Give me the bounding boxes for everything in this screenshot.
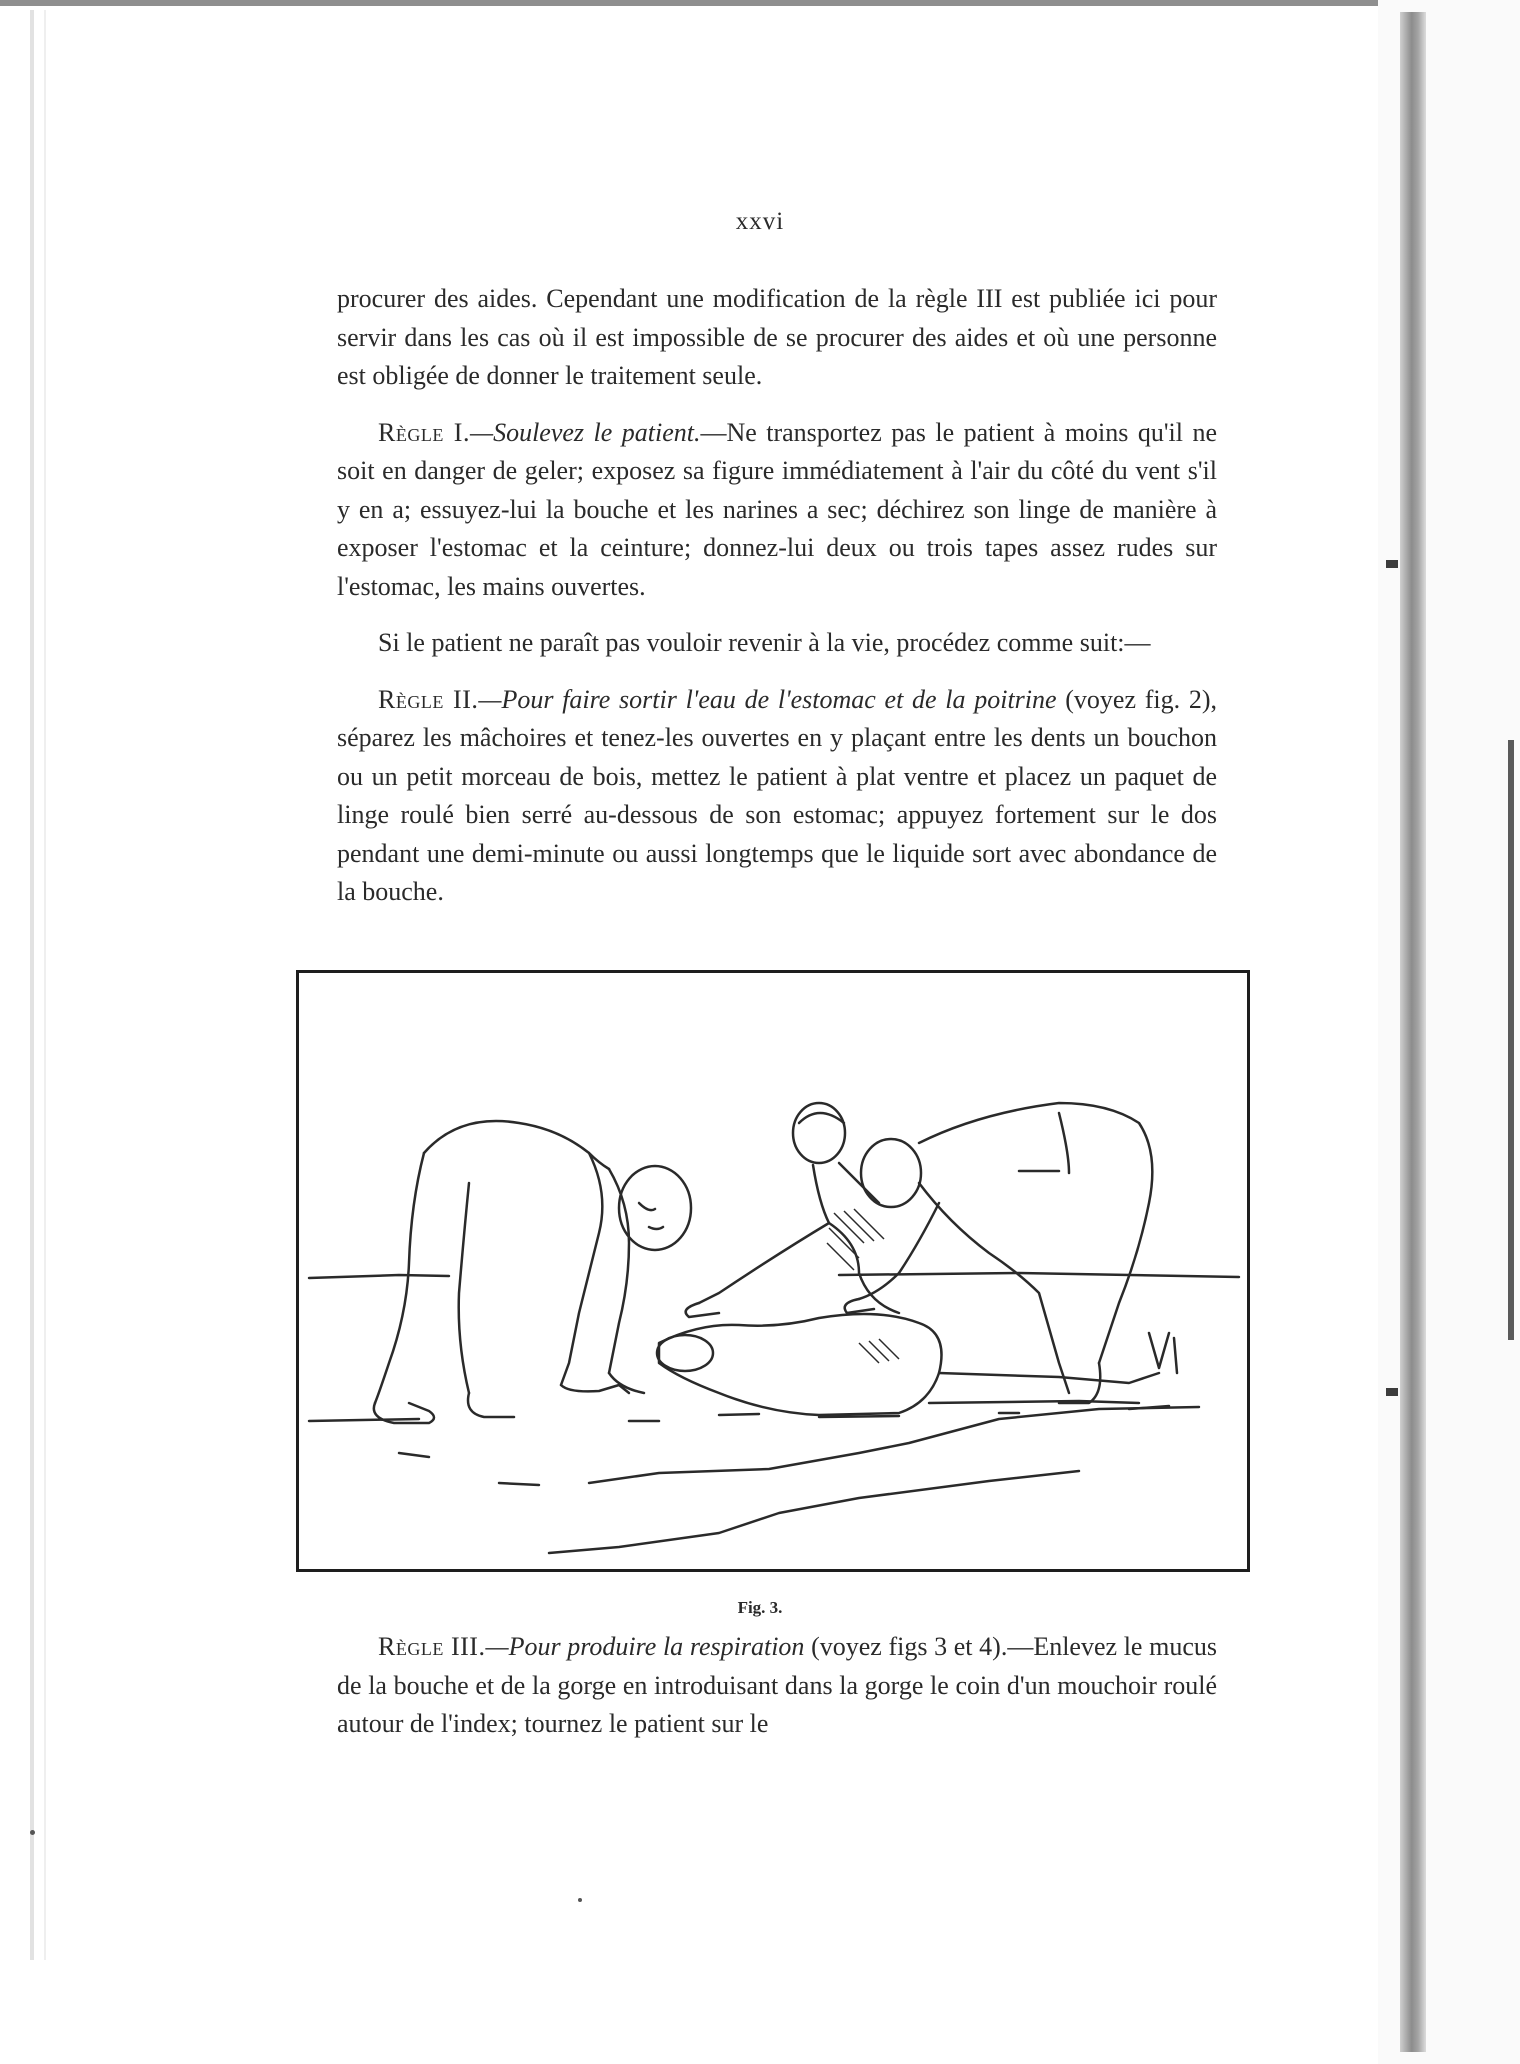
page-edge — [30, 10, 34, 1960]
next-page-edge — [1508, 740, 1514, 1340]
figure-outline — [375, 1153, 424, 1403]
patient-body — [659, 1314, 942, 1415]
book-spine — [1400, 12, 1426, 2052]
rule-text: (voyez figs 3 et 4).—Enlevez le mucus de la bouche et de la gorge en introduisant dans la gorge le coin d'un mouchoir roulé autour de l'index; tournez le patient sur le — [337, 1632, 1217, 1738]
text-block-upper — [337, 280, 1217, 912]
figure-arm — [699, 1223, 829, 1303]
ground-line — [399, 1453, 539, 1485]
figure-outline — [459, 1183, 469, 1393]
patient-legs — [929, 1401, 1139, 1403]
ground-line — [589, 1407, 1199, 1483]
page-number: xxvi — [735, 208, 785, 235]
figure-outline — [424, 1121, 609, 1169]
ground-line — [549, 1471, 1079, 1553]
paragraph-regle-2 — [337, 681, 1217, 912]
scan-border-top — [0, 0, 1520, 6]
spine-mark — [1386, 560, 1398, 568]
paragraph-regle-3 — [337, 1628, 1217, 1744]
text-block-lower — [337, 1628, 1217, 1744]
rule-title: —Soulevez le patient. — [469, 417, 701, 447]
rule-label: Règle II. — [378, 684, 479, 714]
page-edge — [44, 10, 46, 1960]
scan-speck — [578, 1898, 582, 1902]
paragraph: Si le patient ne paraît pas vouloir revenir à la vie, procédez comme suit:— — [378, 628, 1151, 657]
rule-text: —Ne transportez pas le patient à moins qu'il ne soit en danger de geler; exposez sa figure immédiatement à l'air du côté du vent s'il y en a; essuyez-lui la bouche et les narines a sec; déchirez son linge de manière à exposer l'estomac et la ceinture; donnez-lui deux ou trois tapes assez rudes sur l'estomac, les mains ouvertes. — [337, 417, 1217, 601]
rule-label: Règle III. — [378, 1632, 486, 1661]
figure-hatching — [827, 1209, 884, 1270]
rule-label: Règle I. — [378, 417, 470, 447]
patient-legs — [939, 1373, 1159, 1383]
horizon-line — [309, 1275, 449, 1278]
figure-caption: Fig. 3. — [737, 1598, 783, 1617]
paragraph-regle-1 — [337, 414, 1217, 607]
figure-outline — [813, 1165, 899, 1313]
resuscitation-drawing — [299, 973, 1247, 1569]
figure-outline — [468, 1393, 514, 1417]
figure-face — [639, 1203, 663, 1229]
figure-hand — [686, 1303, 719, 1317]
figure-illustration — [296, 970, 1250, 1572]
rule-title: —Pour produire la respiration — [485, 1632, 805, 1661]
figure-head — [861, 1139, 921, 1207]
paragraph: procurer des aides. Cependant une modification de la règle III est publiée ici pour servir dans les cas où il est impossible de se procurer des aides et où une personne est obligée de donner le traitement seule. — [337, 284, 1217, 390]
figure-outline — [561, 1153, 602, 1385]
figure-outline — [839, 1163, 879, 1203]
figure-hair — [799, 1113, 844, 1123]
figure-outline — [1019, 1113, 1069, 1173]
scan-speck — [30, 1830, 35, 1835]
spine-mark — [1386, 1388, 1398, 1396]
patient-head — [657, 1335, 713, 1371]
ground-line — [309, 1406, 1169, 1421]
patient-feet — [1149, 1333, 1177, 1373]
figure-hand — [845, 1299, 874, 1313]
figure-arm — [859, 1203, 939, 1299]
rule-title: —Pour faire sortir l'eau de l'estomac et de la poitrine — [478, 684, 1057, 714]
rule-text: (voyez fig. 2), séparez les mâchoires et tenez-les ouvertes en y plaçant entre les dents un bouchon ou un petit morceau de bois, mettez le patient à plat ventre et placez un paquet de linge roulé bien serré au-dessous de son estomac; appuyez fortement sur le dos pendant une demi-minute ou aussi longtemps que le liquide sort avec abondance de la bouche. — [337, 684, 1217, 906]
figure-outline — [919, 1103, 1152, 1363]
figure-hand — [561, 1385, 629, 1393]
figure-hatching — [859, 1339, 899, 1363]
